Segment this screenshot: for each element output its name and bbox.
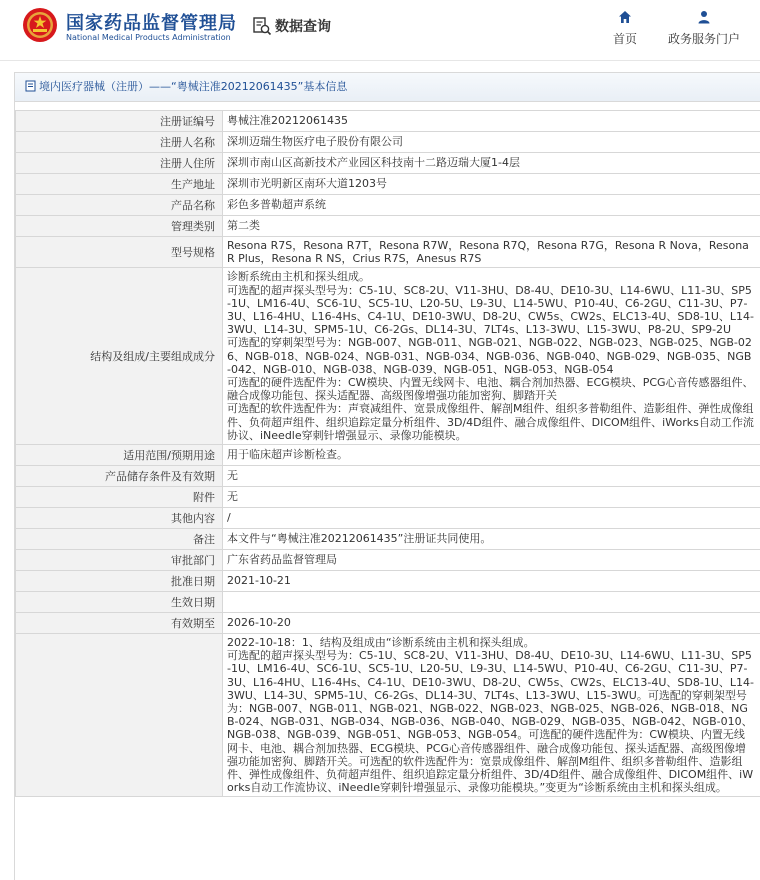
field-label: 其他内容	[16, 508, 223, 529]
table-row	[16, 445, 760, 466]
field-value: 深圳市南山区高新技术产业园区科技南十二路迈瑞大厦1-4层	[223, 153, 760, 174]
field-label: 有效期至	[16, 613, 223, 634]
field-value: 诊断系统由主机和探头组成。 可选配的超声探头型号为：C5-1U、SC8-2U、V11-3HU、D8-4U、DE10-3U、L14-6WU、L11-3U、SP5-1U、LM16-4U、SC6-1U、SC5-1U、L20-5U、L9-3U、L14-5WU、P10-4U、C6-2GU、C11-3U、P7-3U、L16-4HU、L16-4Hs、C4-1U、DE10-3WU、D8-2U、CW5s、CW2s、ELC13-4U、SD8-1U、L14-3WU、L14-3U、SPM5-1U、C6-2Gs、DL14-3U、7LT4s、L13-3WU、L15-3WU、P8-2U、SP9-2U 可选配的穿刺架型号为：NGB-007、NGB-011、NGB-021、NGB-022、NGB-023、NGB-025、NGB-026、NGB-018、NGB-024、NGB-031、NGB-034、NGB-036、NGB-040、NGB-029、NGB-035、NGB-042、NGB-010、NGB-038、NGB-039、NGB-051、NGB-053、NGB-054 可选配的硬件选配件为：CW模块、内置无线网卡、电池、耦合剂加热器、ECG模块、PCG心音传感器组件、融合成像功能包、探头适配器、高级图像增强功能加密狗、脚踏开关 可选配的软件选配件为：声衰减组件、宽景成像组件、解剖M组件、组织多普勒组件、造影组件、弹性成像组件、负荷超声组件、组织追踪定量分析组件、3D/4D组件、融合成像组件、DICOM组件、iWorks自动工作流协议、iNeedle穿刺针增强显示、录像功能模块。	[223, 268, 760, 445]
field-value: 用于临床超声诊断检查。	[223, 445, 760, 466]
field-label: 批准日期	[16, 571, 223, 592]
nav-service-portal[interactable]	[668, 10, 740, 47]
field-label: 生效日期	[16, 592, 223, 613]
field-label: 型号规格	[16, 237, 223, 268]
registration-info-table	[15, 110, 760, 797]
field-value: 深圳市光明新区南环大道1203号	[223, 174, 760, 195]
breadcrumb-text: 境内医疗器械（注册）——“粤械注准20212061435”基本信息	[39, 80, 347, 93]
table-row	[16, 634, 760, 797]
table-row	[16, 592, 760, 613]
table-row	[16, 466, 760, 487]
table-row	[16, 195, 760, 216]
site-header	[0, 0, 760, 61]
home-icon	[618, 10, 632, 24]
search-document-icon	[252, 16, 272, 36]
brand-title-cn[interactable]: 国家药品监督管理局	[66, 9, 237, 35]
field-value: 无	[223, 487, 760, 508]
field-value: 深圳迈瑞生物医疗电子股份有限公司	[223, 132, 760, 153]
table-row	[16, 550, 760, 571]
table-row	[16, 153, 760, 174]
field-label: 备注	[16, 529, 223, 550]
field-value: 2021-10-21	[223, 571, 760, 592]
field-label: 注册人住所	[16, 153, 223, 174]
field-label: 附件	[16, 487, 223, 508]
field-value: Resona R7S，Resona R7T，Resona R7W，Resona R7Q，Resona R7G，Resona R Nova，Resona R Plus，Resona R NS，Crius R7S，Anesus R7S	[223, 237, 760, 268]
table-row	[16, 174, 760, 195]
field-label: 结构及组成/主要组成成分	[16, 268, 223, 445]
field-value: 彩色多普勒超声系统	[223, 195, 760, 216]
field-value: 2026-10-20	[223, 613, 760, 634]
user-icon	[697, 10, 711, 24]
table-row	[16, 237, 760, 268]
field-value: 粤械注准20212061435	[223, 111, 760, 132]
field-label: 管理类别	[16, 216, 223, 237]
nav-home-label: 首页	[613, 30, 637, 47]
field-value: 无	[223, 466, 760, 487]
nav-service-portal-label: 政务服务门户	[668, 30, 740, 47]
table-row	[16, 132, 760, 153]
field-label: 适用范围/预期用途	[16, 445, 223, 466]
table-row	[16, 111, 760, 132]
field-label: 注册证编号	[16, 111, 223, 132]
detail-panel	[14, 72, 760, 880]
field-label: 产品名称	[16, 195, 223, 216]
change-history-value: 2022-10-18：1、结构及组成由“诊断系统由主机和探头组成。 可选配的超声探头型号为：C5-1U、SC8-2U、V11-3HU、D8-4U、DE10-3U、L14-6WU、L11-3U、SP5-1U、LM16-4U、SC6-1U、SC5-1U、L20-5U、L9-3U、L14-5WU、P10-4U、C6-2GU、C11-3U、P7-3U、L16-4HU、L16-4Hs、C4-1U、DE10-3WU、D8-2U、CW5s、CW2s、ELC13-4U、SD8-1U、L14-3WU、L14-3U、SPM5-1U、C6-2Gs、DL14-3U、7LT4s、L13-3WU、L15-3WU。可选配的穿刺架型号为：NGB-007、NGB-011、NGB-021、NGB-022、NGB-023、NGB-025、NGB-026、NGB-018、NGB-024、NGB-031、NGB-034、NGB-036、NGB-040、NGB-029、NGB-035、NGB-042、NGB-010、NGB-038、NGB-039、NGB-051、NGB-053、NGB-054。可选配的硬件选配件为：CW模块、内置无线网卡、电池、耦合剂加热器、ECG模块、PCG心音传感器组件、融合成像功能包、探头适配器、高级图像增强功能加密狗、脚踏开关。可选配的软件选配件为：宽景成像组件、解剖M组件、组织多普勒组件、造影组件、弹性成像组件、负荷超声组件、组织追踪定量分析组件、3D/4D组件、融合成像组件、DICOM组件、iWorks自动工作流协议、iNeedle穿刺针增强显示、录像功能模块。”变更为“诊断系统由主机和探头组成。	[223, 634, 760, 797]
data-query-link[interactable]	[252, 14, 331, 38]
field-value: /	[223, 508, 760, 529]
document-icon	[25, 80, 36, 92]
nav-home[interactable]	[613, 10, 637, 47]
table-row	[16, 529, 760, 550]
table-row	[16, 508, 760, 529]
field-label: 生产地址	[16, 174, 223, 195]
field-label: 注册人名称	[16, 132, 223, 153]
field-value: 广东省药品监督管理局	[223, 550, 760, 571]
field-label: 产品储存条件及有效期	[16, 466, 223, 487]
table-row	[16, 487, 760, 508]
table-row	[16, 571, 760, 592]
data-query-label: 数据查询	[275, 16, 331, 36]
table-row	[16, 613, 760, 634]
field-value: 第二类	[223, 216, 760, 237]
field-value	[223, 592, 760, 613]
breadcrumb	[15, 73, 760, 102]
national-emblem-icon	[22, 7, 58, 43]
field-label: 审批部门	[16, 550, 223, 571]
brand-title-en: National Medical Products Administration	[66, 33, 231, 42]
field-label	[16, 634, 223, 797]
table-row	[16, 216, 760, 237]
field-value: 本文件与“粤械注准20212061435”注册证共同使用。	[223, 529, 760, 550]
table-row	[16, 268, 760, 445]
